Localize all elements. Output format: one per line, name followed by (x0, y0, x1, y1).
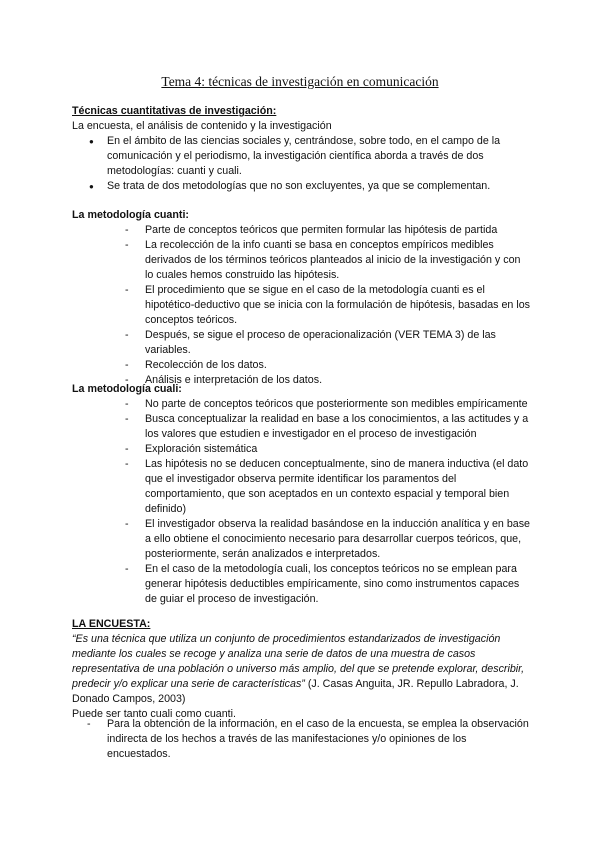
encuesta-heading: LA ENCUESTA: (72, 618, 151, 630)
section-heading: Técnicas cuantitativas de investigación: (72, 105, 277, 117)
list-item: - Busca conceptualizar la realidad en base a los conocimientos, a las actitudes y a los valores que estudien e investigador en el proceso de investigación (145, 412, 530, 442)
cuali-heading: La metodología cuali: (72, 383, 182, 395)
list-item: - El procedimiento que se sigue en el caso de la metodología cuanti es el hipotético-deductivo que se inicia con la formulación de hipótesis, basadas en los conceptos teóricos. (145, 283, 530, 328)
list-item: - Exploración sistemática (145, 442, 530, 457)
page-title: Tema 4: técnicas de investigación en comunicación (161, 74, 439, 89)
list-item: - Recolección de los datos. (145, 358, 530, 373)
citation: (J. Casas Anguita, JR. Repullo Labradora, J. Donado Campos, 2003) (72, 678, 519, 705)
section-tecnicas (72, 104, 532, 134)
bullet-list (107, 134, 527, 194)
cuanti-heading: La metodología cuanti: (72, 209, 189, 221)
section-encuesta (72, 617, 532, 722)
cuali-list (145, 397, 530, 607)
encuesta-list (107, 717, 532, 762)
list-item: - Después, se sigue el proceso de operacionalización (VER TEMA 3) de las variables. (145, 328, 530, 358)
list-item: - La recolección de la info cuanti se basa en conceptos empíricos medibles derivados de los términos teóricos planteados al inicio de la investigación y con lo cuales hemos construido las hipótesis. (145, 238, 530, 283)
cuanti-list (145, 223, 530, 388)
section-intro: La encuesta, el análisis de contenido y la investigación (72, 120, 332, 132)
list-item: - El investigador observa la realidad basándose en la inducción analítica y en base a ello obtiene el conocimiento necesario para desarrollar cuerpos teóricos, que, posteriormente, serán analizados e interpretados. (145, 517, 530, 562)
encuesta-definition (72, 632, 532, 707)
list-item: - Análisis e interpretación de los datos. (145, 373, 530, 388)
quote-text: “Es una técnica que utiliza un conjunto de procedimientos estandarizados de investigación mediante los cuales se recoge y analiza una serie de datos de una muestra de casos representativa de una población o universo más amplio, del que se pretende explorar, describir, predecir y/o explicar una serie de características” (72, 633, 525, 690)
list-item: ● En el ámbito de las ciencias sociales y, centrándose, sobre todo, en el campo de la comunicación y el periodismo, la investigación científica aborda a través de dos metodologías: cuanti y cuali. (107, 134, 527, 179)
list-item: - No parte de conceptos teóricos que posteriormente son medibles empíricamente (145, 397, 530, 412)
list-item: - Para la obtención de la información, en el caso de la encuesta, se emplea la observación indirecta de los hechos a través de las manifestaciones y/o opiniones de los encuestados. (107, 717, 532, 762)
list-item: - Las hipótesis no se deducen conceptualmente, sino de manera inductiva (el dato que el investigador observa permite identificar los paramentos del comportamiento, que son aceptados en un contexto espacial y temporal bien definido) (145, 457, 530, 517)
list-item: - Parte de conceptos teóricos que permiten formular las hipótesis de partida (145, 223, 530, 238)
list-item: - En el caso de la metodología cuali, los conceptos teóricos no se emplean para generar hipótesis deductibles empíricamente, sino como instrumentos capaces de guiar el proceso de investigación. (145, 562, 530, 607)
encuesta-line: Puede ser tanto cuali como cuanti. (72, 708, 236, 720)
list-item: ● Se trata de dos metodologías que no son excluyentes, ya que se complementan. (107, 179, 527, 194)
